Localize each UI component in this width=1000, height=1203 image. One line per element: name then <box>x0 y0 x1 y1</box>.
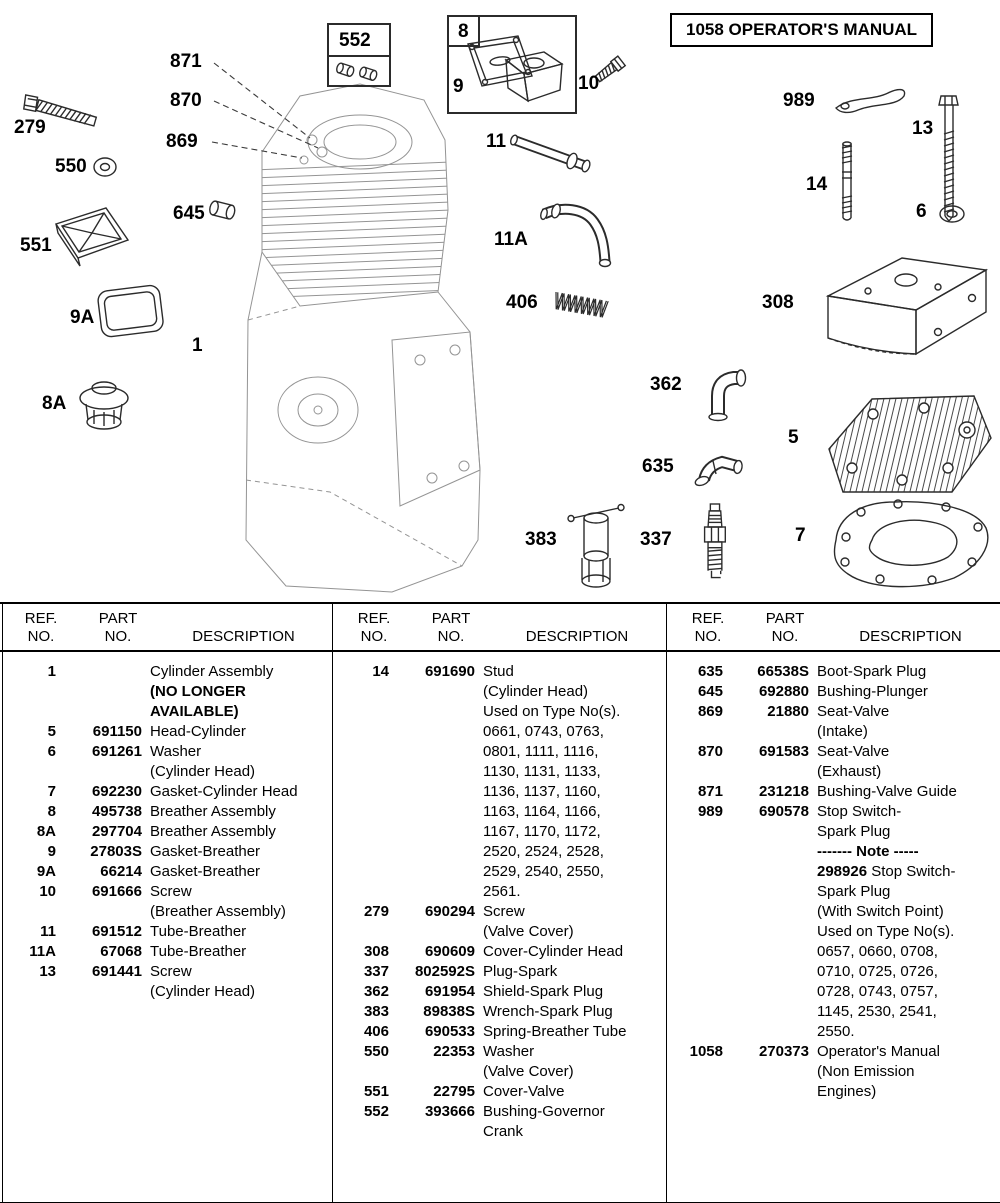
callout-6: 6 <box>916 201 927 222</box>
part-row-552: 552 393666 Bushing-Governor Crank <box>363 1103 605 1140</box>
callout-9: 9 <box>453 76 464 97</box>
part-337-spark-plug <box>705 504 726 578</box>
cylinder-assembly-sketch <box>246 84 480 592</box>
ref-no-header: REF. NO. <box>24 610 58 645</box>
callout-7: 7 <box>795 525 806 546</box>
part-11a-tube <box>540 203 611 266</box>
callout-869: 869 <box>166 131 198 152</box>
part-14-stud <box>842 142 852 220</box>
part-row-9: 9 27803S Gasket-Breather <box>47 843 261 860</box>
part-13-bolt <box>939 96 958 221</box>
callout-10: 10 <box>578 73 600 94</box>
part-635-boot <box>694 460 743 487</box>
callout-1: 1 <box>192 335 203 356</box>
operators-manual-title: 1058 OPERATOR'S MANUAL <box>670 13 933 47</box>
table-header-row <box>0 604 1000 652</box>
part-8a-breather <box>80 382 128 429</box>
part-no-header: PART NO. <box>431 610 471 645</box>
table-border-left <box>2 604 3 1202</box>
part-row-635: 635 66538S Boot-Spark Plug <box>697 663 927 680</box>
part-row-11A: 11A 67068 Tube-Breather <box>29 943 247 960</box>
callout-635: 635 <box>642 456 674 477</box>
leader-lines <box>212 63 318 158</box>
part-989-stop-switch <box>836 90 905 113</box>
part-550-washer <box>94 158 116 176</box>
callout-362: 362 <box>650 374 682 395</box>
part-row-870: 870 691583 Seat-Valve (Exhaust) <box>697 743 890 780</box>
part-9a-gasket <box>97 284 164 337</box>
part-6-washer <box>940 206 964 222</box>
part-row-8A: 8A 297704 Breather Assembly <box>36 823 276 840</box>
part-406-spring <box>553 292 608 318</box>
part-7-gasket <box>834 500 987 587</box>
part-row-13: 13 691441 Screw (Cylinder Head) <box>39 963 256 1000</box>
part-row-1058: 1058 270373 Operator's Manual (Non Emission Engines) <box>689 1043 940 1100</box>
parts-table <box>0 602 1000 1203</box>
callout-871: 871 <box>170 51 202 72</box>
callout-550: 550 <box>55 156 87 177</box>
header-col-3 <box>667 610 1000 646</box>
part-no-header: PART NO. <box>98 610 138 645</box>
cylinder-fins <box>254 162 452 298</box>
part-row-308: 308 690609 Cover-Cylinder Head <box>363 943 624 960</box>
callout-645: 645 <box>173 203 205 224</box>
part-row-337: 337 802592S Plug-Spark <box>363 963 558 980</box>
callout-9a: 9A <box>70 307 95 328</box>
part-row-871: 871 231218 Bushing-Valve Guide <box>697 783 957 800</box>
callout-551: 551 <box>20 235 52 256</box>
part-row-7: 7 692230 Gasket-Cylinder Head <box>47 783 298 800</box>
part-row-550: 550 22353 Washer (Valve Cover) <box>363 1043 574 1080</box>
callout-14: 14 <box>806 174 828 195</box>
parts-column-3 <box>667 652 1000 1142</box>
part-11-tube <box>509 134 591 173</box>
part-row-362: 362 691954 Shield-Spark Plug <box>363 983 604 1000</box>
part-row-551: 551 22795 Cover-Valve <box>363 1083 565 1100</box>
part-row-645: 645 692880 Bushing-Plunger <box>697 683 928 700</box>
part-645-bushing <box>208 200 236 220</box>
part-row-11: 11 691512 Tube-Breather <box>40 923 247 940</box>
description-header: DESCRIPTION <box>859 628 962 645</box>
part-row-10: 10 691666 Screw (Breather Assembly) <box>39 883 286 920</box>
callout-13: 13 <box>912 118 934 139</box>
part-row-989: 989 690578 Stop Switch- Spark Plug ------- Note ----- 298926 Stop Switch- Spark Plug (With Switch Point) Used on Type No(s). 0657, 0660, 0708, 0710, 0725, 0726, 0728, 0743, 0757, 1145, 2530, 2541, 2550. <box>697 803 956 1040</box>
part-row-279: 279 690294 Screw (Valve Cover) <box>363 903 574 940</box>
part-row-14: 14 691690 Stud (Cylinder Head) Used on Type No(s). 0661, 0743, 0763, 0801, 1111, 1116, 1130, 1131, 1133, 1136, 1137, 1160, 1163, 1164, 1166, 1167, 1170, 1172, 2520, 2524, 2528, 2529, 2540, 2550, 2561. <box>372 663 621 900</box>
part-row-6: 6 691261 Washer (Cylinder Head) <box>47 743 256 780</box>
callout-11: 11 <box>486 131 507 152</box>
callout-279: 279 <box>14 117 46 138</box>
parts-column-1 <box>0 652 333 1142</box>
part-row-869: 869 21880 Seat-Valve (Intake) <box>697 703 890 740</box>
table-divider-1 <box>332 604 333 1202</box>
header-col-2 <box>333 610 667 646</box>
callout-383: 383 <box>525 529 557 550</box>
description-header: DESCRIPTION <box>192 628 295 645</box>
callout-870: 870 <box>170 90 202 111</box>
callout-406: 406 <box>506 292 538 313</box>
parts-column-2 <box>333 652 667 1142</box>
part-row-406: 406 690533 Spring-Breather Tube <box>363 1023 627 1040</box>
callout-989: 989 <box>783 90 815 111</box>
callout-8a: 8A <box>42 393 67 414</box>
part-362-shield <box>709 370 746 421</box>
description-header: DESCRIPTION <box>525 628 629 645</box>
part-383-wrench <box>568 505 624 588</box>
ref-no-header: REF. NO. <box>691 610 725 645</box>
part-551-cover-valve <box>56 208 128 266</box>
table-divider-2 <box>666 604 667 1202</box>
callout-308: 308 <box>762 292 794 313</box>
part-row-5: 5 691150 Head-Cylinder <box>47 723 246 740</box>
part-5-cylinder-head <box>800 390 1000 500</box>
callout-8: 8 <box>458 21 469 42</box>
part-row-1: 1 Cylinder Assembly (NO LONGER AVAILABLE) <box>47 663 274 720</box>
part-no-header: PART NO. <box>765 610 805 645</box>
part-row-9A: 9A 66214 Gasket-Breather <box>36 863 261 880</box>
callout-5: 5 <box>788 427 799 448</box>
part-308-cover <box>828 258 986 354</box>
ref-no-header: REF. NO. <box>357 610 391 645</box>
callout-11a: 11A <box>494 229 528 250</box>
callout-552: 552 <box>339 30 371 51</box>
table-body <box>0 652 1000 1142</box>
part-row-8: 8 495738 Breather Assembly <box>47 803 276 820</box>
part-row-383: 383 89838S Wrench-Spark Plug <box>363 1003 613 1020</box>
callout-337: 337 <box>640 529 672 550</box>
header-col-1 <box>0 610 333 646</box>
